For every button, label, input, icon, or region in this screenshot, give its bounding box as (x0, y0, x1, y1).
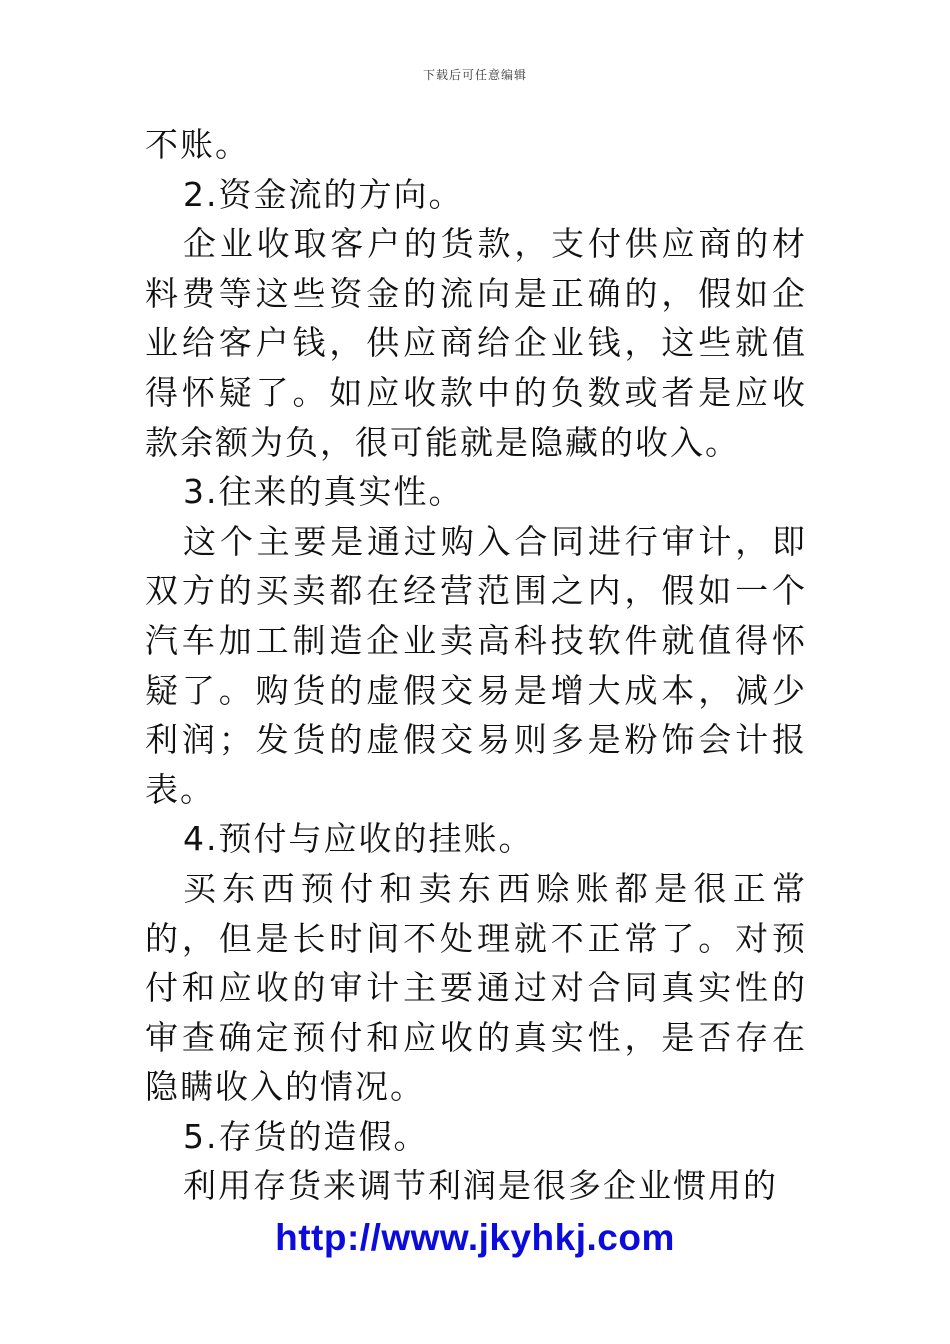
section-heading-4: 4.预付与应收的挂账。 (183, 819, 534, 859)
section-heading-5: 5.存货的造假。 (183, 1116, 429, 1156)
paragraph-continuation: 不账。 (145, 125, 250, 164)
paragraph-prepaid-receivable: 买东西预付和卖东西赊账都是很正常的，但是长时间不处理就不正常了。对预付和应收的审计主要通过对合同真实性的审查确定预付和应收的真实性，是否存在隐瞒收入的情况。 (145, 868, 807, 1107)
document-body (145, 120, 807, 1211)
section-heading-3: 3.往来的真实性。 (183, 472, 464, 512)
page-header: 下载后可任意编辑 (422, 68, 527, 82)
section-heading-2: 2.资金流的方向。 (183, 174, 464, 214)
footer-link[interactable]: http://www.jkyhkj.com (275, 1217, 675, 1258)
paragraph-cash-flow: 企业收取客户的货款，支付供应商的材料费等这些资金的流向是正确的，假如企业给客户钱，供应商给企业钱，这些就值得怀疑了。如应收款中的负数或者是应收款余额为负，很可能就是隐藏的收入。 (145, 224, 807, 462)
paragraph-authenticity: 这个主要是通过购入合同进行审计，即双方的买卖都在经营范围之内，假如一个汽车加工制造企业卖高科技软件就值得怀疑了。购货的虚假交易是增大成本，减少利润；发货的虚假交易则多是粉饰会计报表。 (145, 521, 807, 809)
paragraph-inventory: 利用存货来调节利润是很多企业惯用的 (183, 1166, 778, 1206)
